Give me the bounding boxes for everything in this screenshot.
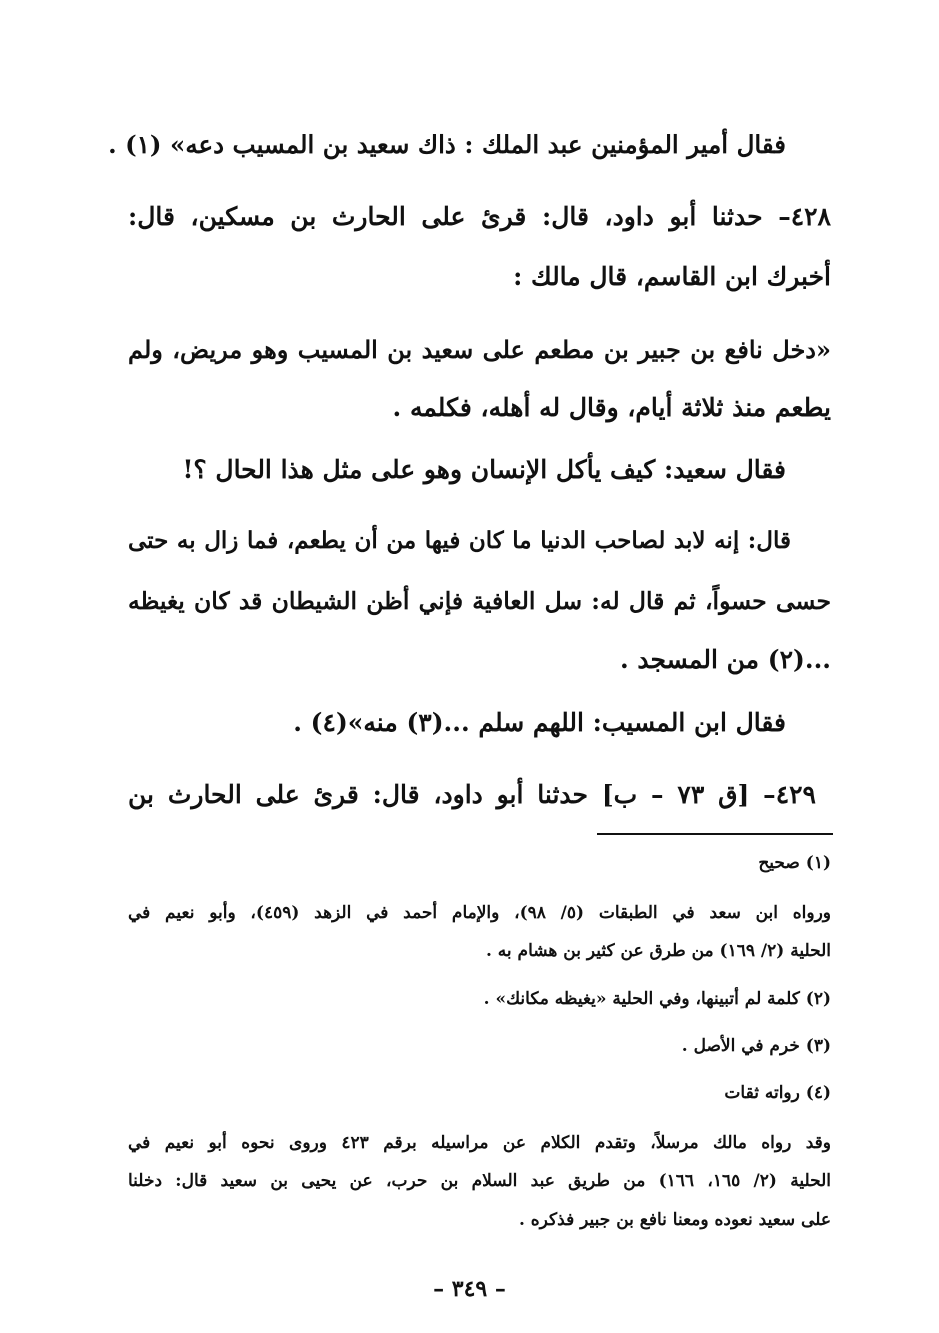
footnote-separator [597,833,833,835]
main-line-8: حسى حسواً، ثم قال له: سل العافية فإني أظن الشيطان قد كان يغيظه [128,587,831,615]
footnote-1-heading: (١) صحيح [758,853,831,873]
footnote-4-heading: (٤) رواته ثقات [724,1083,831,1103]
main-line-11: ٤٢٩– [ق ٧٣ – ب] حدثنا أبو داود، قال: قرئ على الحارث بن [128,780,816,809]
main-line-5: يطعم منذ ثلاثة أيام، وقال له أهله، فكلمه . [392,393,831,422]
main-line-4: «دخل نافع بن جبير بن مطعم على سعيد بن المسيب وهو مريض، ولم [128,335,831,364]
main-line-7: قال: إنه لابد لصاحب الدنيا ما كان فيها من أن يطعم، فما زال به حتى [128,527,791,554]
main-line-1: فقال أمير المؤمنين عبد الملك : ذاك سعيد بن المسيب دعه» (١) . [108,130,786,159]
main-line-9: ...(٢) من المسجد . [619,645,831,674]
footnote-4-line-2: الحلية (٢/ ١٦٥، ١٦٦) من طريق عبد السلام بن حرب، عن يحيى بن سعيد قال: دخلنا [128,1171,831,1191]
footnote-1-line-1: ورواه ابن سعد في الطبقات (٥/ ٩٨)، والإمام أحمد في الزهد (٤٥٩)، وأبو نعيم في [128,903,831,923]
main-line-10: فقال ابن المسيب: اللهم سلم ...(٣) منه»(٤) . [293,708,786,737]
main-line-3: أخبرك ابن القاسم، قال مالك : [513,262,831,291]
footnote-4-line-3: على سعيد نعوده ومعنا نافع بن جبير فذكره . [518,1210,831,1230]
page-number: – ٣٤٩ – [433,1276,506,1302]
main-line-6: فقال سعيد: كيف يأكل الإنسان وهو على مثل هذا الحال ؟! [182,455,786,484]
footnote-2: (٢) كلمة لم أتبينها، وفي الحلية «يغيظه مكانك» . [483,989,831,1009]
footnote-4-line-1: وقد رواه مالك مرسلاً، وتقدم الكلام عن مراسيله برقم ٤٢٣ وروى نحوه أبو نعيم في [128,1133,831,1153]
footnote-3: (٣) خرم في الأصل . [681,1036,831,1056]
main-line-2: ٤٢٨– حدثنا أبو داود، قال: قرئ على الحارث بن مسكين، قال: [128,202,831,231]
footnote-1-line-2: الحلية (٢/ ١٦٩) من طرق عن كثير بن هشام به . [485,941,831,961]
